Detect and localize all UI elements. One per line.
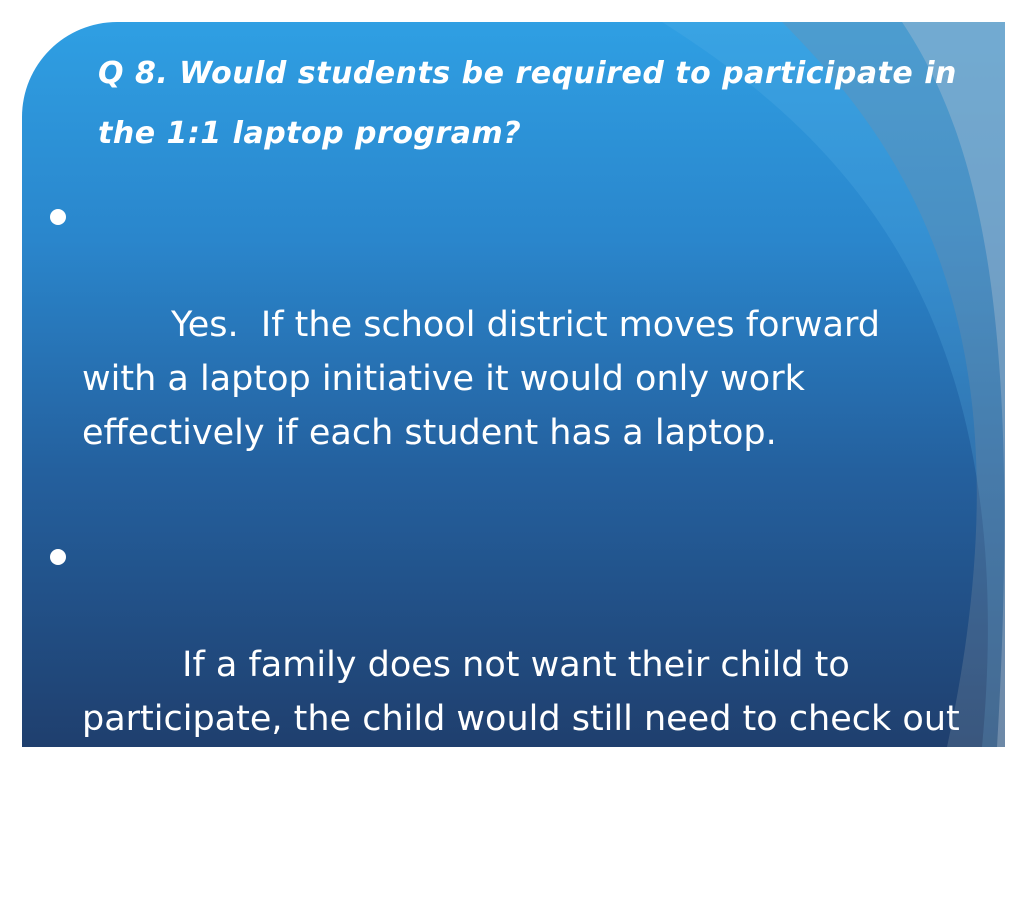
slide [22, 22, 1005, 847]
bullet-list [50, 190, 971, 924]
bullet-text: If a family does not want their child to participate, the child would still need to check out a laptop at school during the day and then check it in at the end of each school day. [82, 645, 971, 847]
slide-title: Q 8. Would students be required to participate in the 1:1 laptop program? [98, 56, 957, 151]
bullet-dot-icon [50, 549, 66, 565]
bullet-item [50, 190, 960, 514]
bullet-item [50, 530, 971, 908]
bullet-text: Yes. If the school district moves forward with a laptop initiative it would only work effectively if each student has a laptop. [82, 305, 892, 453]
bullet-dot-icon [50, 209, 66, 225]
